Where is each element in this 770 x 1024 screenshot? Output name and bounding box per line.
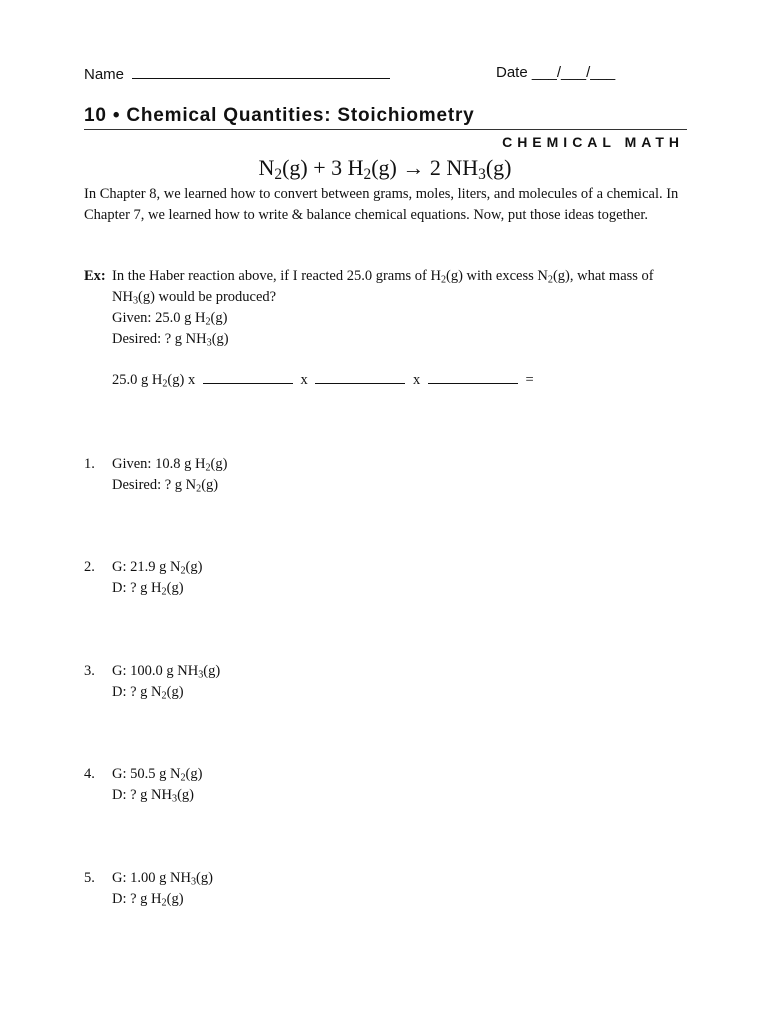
example-label: Ex:	[84, 268, 106, 284]
problem-given: G: 1.00 g $NH_3(g)$	[112, 870, 213, 888]
equals-sign: =	[525, 372, 534, 388]
problem-given: Given: 10.8 g $H_2(g)$	[112, 456, 228, 474]
title-rule	[84, 129, 687, 130]
example-given: Given: 25.0 g $H_2(g)$	[112, 310, 228, 328]
problem-given: G: 21.9 g $N_2(g)$	[112, 559, 203, 577]
conversion-blank-2[interactable]	[315, 371, 405, 384]
times-sign: x	[412, 372, 421, 388]
equation-text: $N_2(g) + 3$ $H_2(g) \to 2$ $NH_3(g)$	[258, 155, 512, 183]
date-field	[496, 64, 615, 81]
times-sign: x	[300, 372, 308, 388]
intro-paragraph: In Chapter 8, we learned how to convert between grams, moles, liters, and molecules of a chemical. In Chapter 7, we learned how to write & balance chemical equations. Now, put those ideas together.	[84, 186, 679, 223]
example-question: In the Haber reaction above, if I reacted 25.0 grams of $H_2(g)$ with excess $N_2(g)$, what mass of $NH_3(g)$ would be produced?	[112, 268, 654, 307]
conversion-blank-3[interactable]	[428, 371, 518, 384]
problem-desired: D: ? g $H_2(g)$	[112, 891, 184, 909]
problem-desired: D: ? g $H_2(g)$	[112, 580, 184, 598]
problem-number: 2.	[84, 559, 95, 575]
problem-number: 5.	[84, 870, 95, 886]
name-field	[84, 64, 390, 83]
problem-number: 3.	[84, 663, 95, 679]
name-label: Name	[84, 66, 125, 83]
date-label: Date	[496, 64, 528, 81]
problem-given: G: 100.0 g $NH_3(g)$	[112, 663, 221, 681]
problem-number: 1.	[84, 456, 95, 472]
name-blank[interactable]	[132, 64, 390, 79]
conversion-blank-1[interactable]	[203, 371, 293, 384]
problem-number: 4.	[84, 766, 95, 782]
conversion-start: 25.0 g $H_2(g)$ x	[112, 372, 196, 390]
problem-desired: D: ? g $NH_3(g)$	[112, 787, 194, 805]
page-title: 10 • Chemical Quantities: Stoichiometry	[84, 105, 475, 126]
example-desired: Desired: ? g $NH_3(g)$	[112, 331, 229, 349]
problem-desired: D: ? g $N_2(g)$	[112, 684, 184, 702]
conversion-line	[112, 371, 534, 389]
problem-desired: Desired: ? g $N_2(g)$	[112, 477, 219, 495]
reaction-equation	[0, 155, 770, 181]
section-subtitle: CHEMICAL MATH	[502, 134, 684, 150]
problem-given: G: 50.5 g $N_2(g)$	[112, 766, 203, 784]
date-blanks[interactable]: ___/___/___	[531, 64, 616, 81]
